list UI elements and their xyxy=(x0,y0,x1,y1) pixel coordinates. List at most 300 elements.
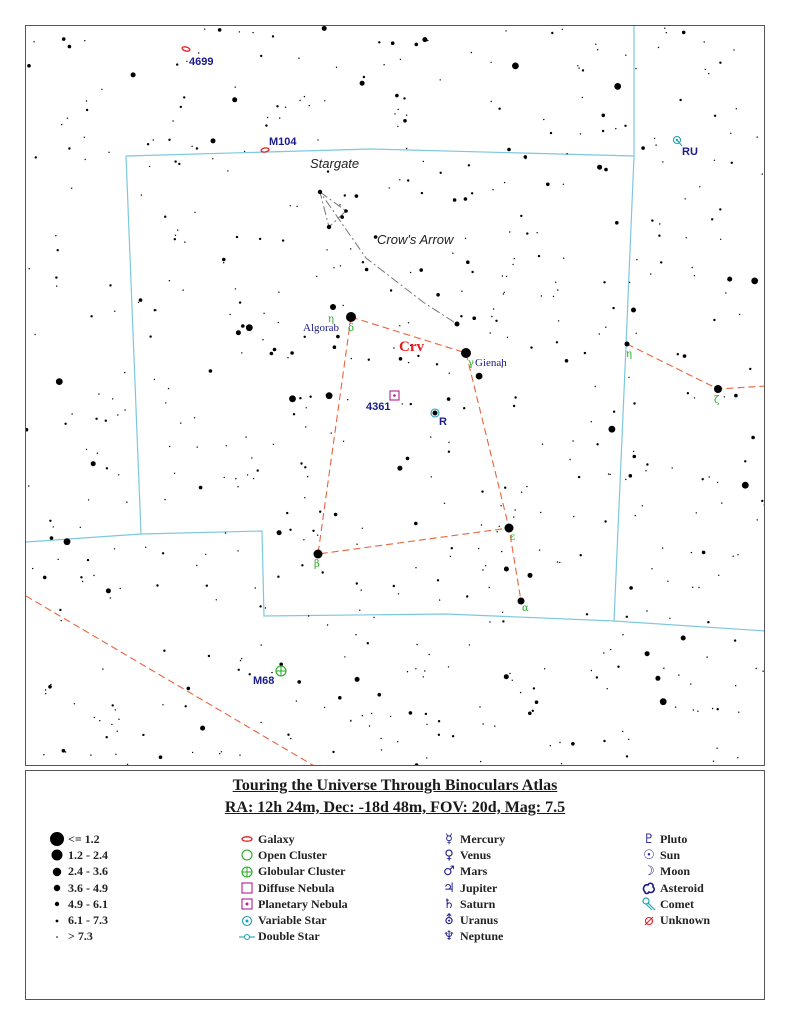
field-star xyxy=(261,644,262,645)
field-star xyxy=(327,624,328,625)
field-star xyxy=(362,261,364,263)
field-star xyxy=(577,65,578,66)
field-star xyxy=(247,474,248,475)
star-beta[interactable] xyxy=(314,550,323,559)
field-star xyxy=(301,564,303,566)
field-star xyxy=(597,49,598,50)
mars-icon: ♂ xyxy=(443,864,455,880)
field-star xyxy=(174,160,176,162)
field-star xyxy=(655,144,656,145)
field-star xyxy=(625,479,626,480)
field-star xyxy=(693,709,694,710)
field-star xyxy=(415,567,416,568)
field-star xyxy=(452,735,454,737)
field-star xyxy=(658,47,659,48)
legend-row-globular-cluster: Globular Cluster xyxy=(236,864,348,880)
field-star xyxy=(282,239,284,241)
field-star xyxy=(355,677,360,682)
field-star xyxy=(573,516,574,517)
field-star xyxy=(205,554,206,555)
field-star xyxy=(452,253,453,254)
field-star xyxy=(438,720,440,722)
field-star xyxy=(88,499,89,500)
legend-row-moon: ☽ Moon xyxy=(638,864,710,880)
field-star xyxy=(55,276,57,278)
mag-row xyxy=(46,831,108,847)
field-star xyxy=(628,377,629,378)
field-star xyxy=(287,734,289,736)
field-star xyxy=(465,238,466,239)
field-star xyxy=(599,333,600,334)
star-delta-algorab[interactable] xyxy=(346,312,356,322)
field-star xyxy=(267,117,268,118)
field-star xyxy=(285,107,286,108)
field-star xyxy=(221,751,222,752)
planet-key xyxy=(438,831,505,945)
field-star xyxy=(35,156,37,158)
field-star xyxy=(55,235,56,236)
field-star xyxy=(326,392,333,399)
field-star xyxy=(736,108,737,109)
field-star xyxy=(241,352,242,353)
field-star xyxy=(727,277,732,282)
field-star xyxy=(263,313,264,314)
mag-row xyxy=(46,864,108,880)
field-star xyxy=(265,607,266,608)
field-star xyxy=(64,538,71,545)
field-star xyxy=(241,324,245,328)
globular-cluster-icon xyxy=(236,864,258,880)
field-star xyxy=(463,407,465,409)
field-star xyxy=(526,232,528,234)
variable-star-ru[interactable] xyxy=(674,137,698,159)
field-star xyxy=(514,396,516,398)
field-star xyxy=(260,722,261,723)
field-star xyxy=(580,554,582,556)
field-star xyxy=(615,221,619,225)
field-star xyxy=(226,445,227,446)
legend-row-galaxy: Galaxy xyxy=(236,831,348,847)
field-star xyxy=(563,184,564,185)
mag-row xyxy=(46,880,108,896)
field-star xyxy=(450,556,451,557)
field-star xyxy=(289,395,296,402)
field-star xyxy=(277,576,279,578)
field-star xyxy=(504,292,505,293)
field-star xyxy=(112,704,114,706)
label-gienah: Gienah xyxy=(475,357,507,369)
constellation-boundaries xyxy=(26,26,765,631)
field-star xyxy=(436,363,438,365)
field-star xyxy=(694,275,695,276)
field-star xyxy=(169,446,170,447)
star-gamma-gienah[interactable] xyxy=(461,348,471,358)
field-star xyxy=(347,399,348,400)
field-star xyxy=(82,581,83,582)
greek-beta: β xyxy=(314,559,320,570)
field-star xyxy=(305,426,306,427)
field-star xyxy=(490,332,491,333)
field-star xyxy=(332,751,334,753)
field-star xyxy=(591,670,592,671)
field-star xyxy=(34,334,35,335)
field-star xyxy=(660,698,667,705)
field-star xyxy=(481,524,482,525)
field-star xyxy=(84,137,85,138)
chart-legend xyxy=(25,770,765,1000)
legend-row-unknown: Unknown xyxy=(638,912,710,928)
field-star xyxy=(672,467,673,468)
field-star xyxy=(501,551,502,552)
field-star xyxy=(406,148,407,149)
field-star xyxy=(259,238,261,240)
field-star xyxy=(757,519,758,520)
field-star xyxy=(390,289,392,291)
field-star xyxy=(336,67,337,68)
field-star xyxy=(153,139,154,140)
field-star xyxy=(692,587,693,588)
field-star xyxy=(86,449,87,450)
field-star xyxy=(399,179,400,180)
greek-eta-hya: η xyxy=(626,349,632,360)
field-star xyxy=(582,69,584,71)
field-star xyxy=(253,478,254,479)
field-star xyxy=(91,461,96,466)
field-star xyxy=(733,49,734,50)
field-star xyxy=(216,599,217,600)
field-star xyxy=(629,586,633,590)
field-star xyxy=(197,446,198,447)
field-star xyxy=(196,565,197,566)
field-star xyxy=(273,444,274,445)
star-eta-hya[interactable] xyxy=(625,342,630,347)
field-star xyxy=(610,649,611,650)
field-star xyxy=(471,192,473,194)
unknown-icon xyxy=(638,913,660,929)
field-star xyxy=(490,62,491,63)
field-star xyxy=(391,41,395,45)
field-star xyxy=(223,262,224,263)
neighbor-constellation-lines xyxy=(26,344,765,766)
field-star xyxy=(252,32,253,33)
field-star xyxy=(679,99,681,101)
field-star xyxy=(43,576,47,580)
field-star xyxy=(319,511,321,513)
field-star xyxy=(666,32,667,33)
field-star xyxy=(566,153,567,154)
field-star xyxy=(694,397,695,398)
variable-star-r[interactable] xyxy=(431,409,447,428)
field-star xyxy=(324,707,325,708)
field-star xyxy=(309,396,311,398)
greek-delta: δ xyxy=(348,323,355,334)
field-star xyxy=(182,289,183,290)
field-star xyxy=(336,335,340,339)
field-star xyxy=(115,754,116,755)
field-star xyxy=(731,162,733,164)
field-star xyxy=(613,411,615,413)
legend-title: Touring the Universe Through Binoculars Atlas xyxy=(232,777,558,794)
field-star xyxy=(317,139,318,140)
asterism-label-stargate: Stargate xyxy=(310,156,360,171)
field-star xyxy=(355,194,359,198)
field-star xyxy=(448,442,449,443)
field-star xyxy=(272,35,274,37)
globular-cluster-m68[interactable] xyxy=(253,666,286,687)
field-star xyxy=(691,552,692,553)
field-star xyxy=(572,440,573,441)
field-star xyxy=(491,101,492,102)
field-star xyxy=(440,79,441,80)
field-star xyxy=(662,547,663,548)
field-star xyxy=(595,44,596,45)
field-star xyxy=(356,544,357,545)
field-star xyxy=(635,68,636,69)
field-star xyxy=(707,621,709,623)
field-star xyxy=(603,281,605,283)
field-star xyxy=(110,597,111,598)
field-star xyxy=(114,548,115,549)
planetary-nebula-icon xyxy=(236,896,258,912)
field-star xyxy=(97,453,98,454)
field-star xyxy=(383,64,384,65)
field-star xyxy=(397,126,398,127)
label-algorab: Algorab xyxy=(303,322,340,334)
field-star xyxy=(363,76,365,78)
field-star xyxy=(537,232,538,233)
field-star xyxy=(659,223,660,224)
galaxy-m104[interactable] xyxy=(261,136,298,153)
field-star xyxy=(126,502,127,503)
field-star xyxy=(562,29,563,30)
star-eta[interactable] xyxy=(330,304,336,310)
field-star xyxy=(603,652,604,653)
field-star xyxy=(101,89,102,90)
field-star xyxy=(725,292,726,293)
field-star xyxy=(624,125,626,127)
field-star xyxy=(270,352,274,356)
field-star xyxy=(692,267,693,268)
mag-label: 2.4 - 3.6 xyxy=(68,864,108,879)
field-star xyxy=(719,62,721,64)
field-star xyxy=(43,754,44,755)
field-star xyxy=(108,152,109,153)
field-star xyxy=(246,324,253,331)
field-star xyxy=(199,486,203,490)
field-star xyxy=(141,194,142,195)
field-star xyxy=(33,41,34,42)
field-star xyxy=(498,108,500,110)
field-star xyxy=(118,474,119,475)
field-star xyxy=(721,502,722,503)
field-star xyxy=(400,59,401,60)
field-star xyxy=(200,726,205,731)
field-star xyxy=(528,573,533,578)
field-star xyxy=(265,124,267,126)
field-star xyxy=(131,72,136,77)
field-star xyxy=(306,407,307,408)
saturn-icon: ♄ xyxy=(443,896,455,912)
star-zeta-hya[interactable] xyxy=(714,385,722,393)
field-star xyxy=(526,486,527,487)
field-star xyxy=(90,315,92,317)
field-star xyxy=(156,584,158,586)
field-star xyxy=(681,636,686,641)
field-star xyxy=(406,457,410,461)
field-star xyxy=(535,700,539,704)
field-star xyxy=(365,268,369,272)
legend-row-open-cluster: Open Cluster xyxy=(236,847,348,863)
planetary-nebula-ngc4361[interactable] xyxy=(366,391,399,413)
field-star xyxy=(114,311,115,312)
field-star xyxy=(397,741,398,742)
field-star xyxy=(399,357,403,361)
field-star xyxy=(636,333,637,334)
field-star xyxy=(185,705,187,707)
field-star xyxy=(415,668,416,669)
mag-row xyxy=(46,929,108,945)
label-4699: 4699 xyxy=(189,56,214,68)
field-star xyxy=(633,402,635,404)
field-star xyxy=(504,674,509,679)
field-star xyxy=(117,414,118,415)
field-star xyxy=(696,512,697,513)
field-star xyxy=(235,86,236,87)
field-star xyxy=(521,492,522,493)
field-star xyxy=(513,405,515,407)
mag-label: 6.1 - 7.3 xyxy=(68,913,108,928)
field-star xyxy=(312,530,314,532)
field-star xyxy=(50,684,51,685)
field-star xyxy=(507,148,511,152)
field-star xyxy=(180,106,182,108)
legend-row-neptune: ♆ Neptune xyxy=(438,929,505,945)
field-star xyxy=(343,441,344,442)
field-star xyxy=(278,292,279,293)
field-star xyxy=(678,674,679,675)
field-star xyxy=(712,708,713,709)
asterism-label-crows-arrow: Crow's Arrow xyxy=(377,232,454,247)
field-star xyxy=(303,539,304,540)
field-star xyxy=(393,585,395,587)
field-star xyxy=(719,208,721,210)
field-star xyxy=(360,81,365,86)
field-star xyxy=(309,105,310,106)
field-star xyxy=(238,669,240,671)
field-star xyxy=(559,742,560,743)
field-star xyxy=(218,28,222,32)
field-star xyxy=(343,305,344,306)
field-star xyxy=(273,348,277,352)
field-star xyxy=(174,473,175,474)
label-ru: RU xyxy=(682,146,698,158)
field-star xyxy=(604,520,606,522)
field-star xyxy=(451,547,453,549)
field-star xyxy=(448,666,449,667)
field-star xyxy=(424,670,425,671)
field-star xyxy=(471,52,472,53)
legend-row-comet: Comet xyxy=(638,896,710,912)
field-star xyxy=(276,105,278,107)
field-star xyxy=(204,29,205,30)
legend-row-asteroid: Asteroid xyxy=(638,880,710,896)
field-star xyxy=(683,354,687,358)
field-star xyxy=(448,451,450,453)
field-star xyxy=(737,554,738,555)
field-star xyxy=(440,172,442,174)
field-star xyxy=(704,41,705,42)
field-star xyxy=(299,397,301,399)
field-star xyxy=(87,559,89,561)
field-star xyxy=(597,165,602,170)
mag-label: 4.9 - 6.1 xyxy=(68,896,108,911)
field-star xyxy=(194,212,195,213)
field-star xyxy=(565,359,569,363)
field-star xyxy=(109,284,111,286)
field-star xyxy=(706,656,707,657)
field-star xyxy=(431,476,432,477)
field-star xyxy=(394,113,395,114)
field-star xyxy=(617,666,619,668)
star-chart xyxy=(25,25,765,766)
field-star xyxy=(192,752,193,753)
field-star xyxy=(525,158,526,159)
field-star xyxy=(95,418,97,420)
field-star xyxy=(93,575,94,576)
field-star xyxy=(415,43,419,47)
galaxy-ngc4699[interactable] xyxy=(182,46,214,68)
field-star xyxy=(293,413,295,415)
field-star xyxy=(466,595,468,597)
field-star xyxy=(350,248,351,249)
field-star xyxy=(416,644,417,645)
field-star xyxy=(709,476,710,477)
field-star xyxy=(59,609,61,611)
field-star xyxy=(415,763,419,766)
field-star xyxy=(162,552,164,554)
field-star xyxy=(607,688,608,689)
field-star xyxy=(714,115,716,117)
field-star xyxy=(538,255,540,257)
field-star xyxy=(32,568,33,569)
field-star xyxy=(532,710,534,712)
label-4361: 4361 xyxy=(366,401,391,413)
field-star xyxy=(184,241,185,242)
field-star xyxy=(407,671,408,672)
field-star xyxy=(667,581,668,582)
field-star xyxy=(635,515,636,516)
legend-row-variable-star: Variable Star xyxy=(236,912,348,928)
asteroid-icon xyxy=(638,880,660,896)
field-star xyxy=(489,621,490,622)
field-star xyxy=(705,69,706,70)
field-star xyxy=(660,261,662,263)
field-star xyxy=(80,576,82,578)
field-star xyxy=(168,139,170,141)
field-star xyxy=(105,420,107,422)
field-star xyxy=(439,599,440,600)
field-star xyxy=(687,392,689,394)
field-star xyxy=(528,712,532,716)
field-star xyxy=(408,322,409,323)
field-star xyxy=(154,309,156,311)
field-star xyxy=(716,748,717,749)
field-star xyxy=(239,301,241,303)
field-star xyxy=(239,31,240,32)
field-star xyxy=(645,651,650,656)
field-star xyxy=(319,765,321,766)
field-star xyxy=(493,308,494,309)
